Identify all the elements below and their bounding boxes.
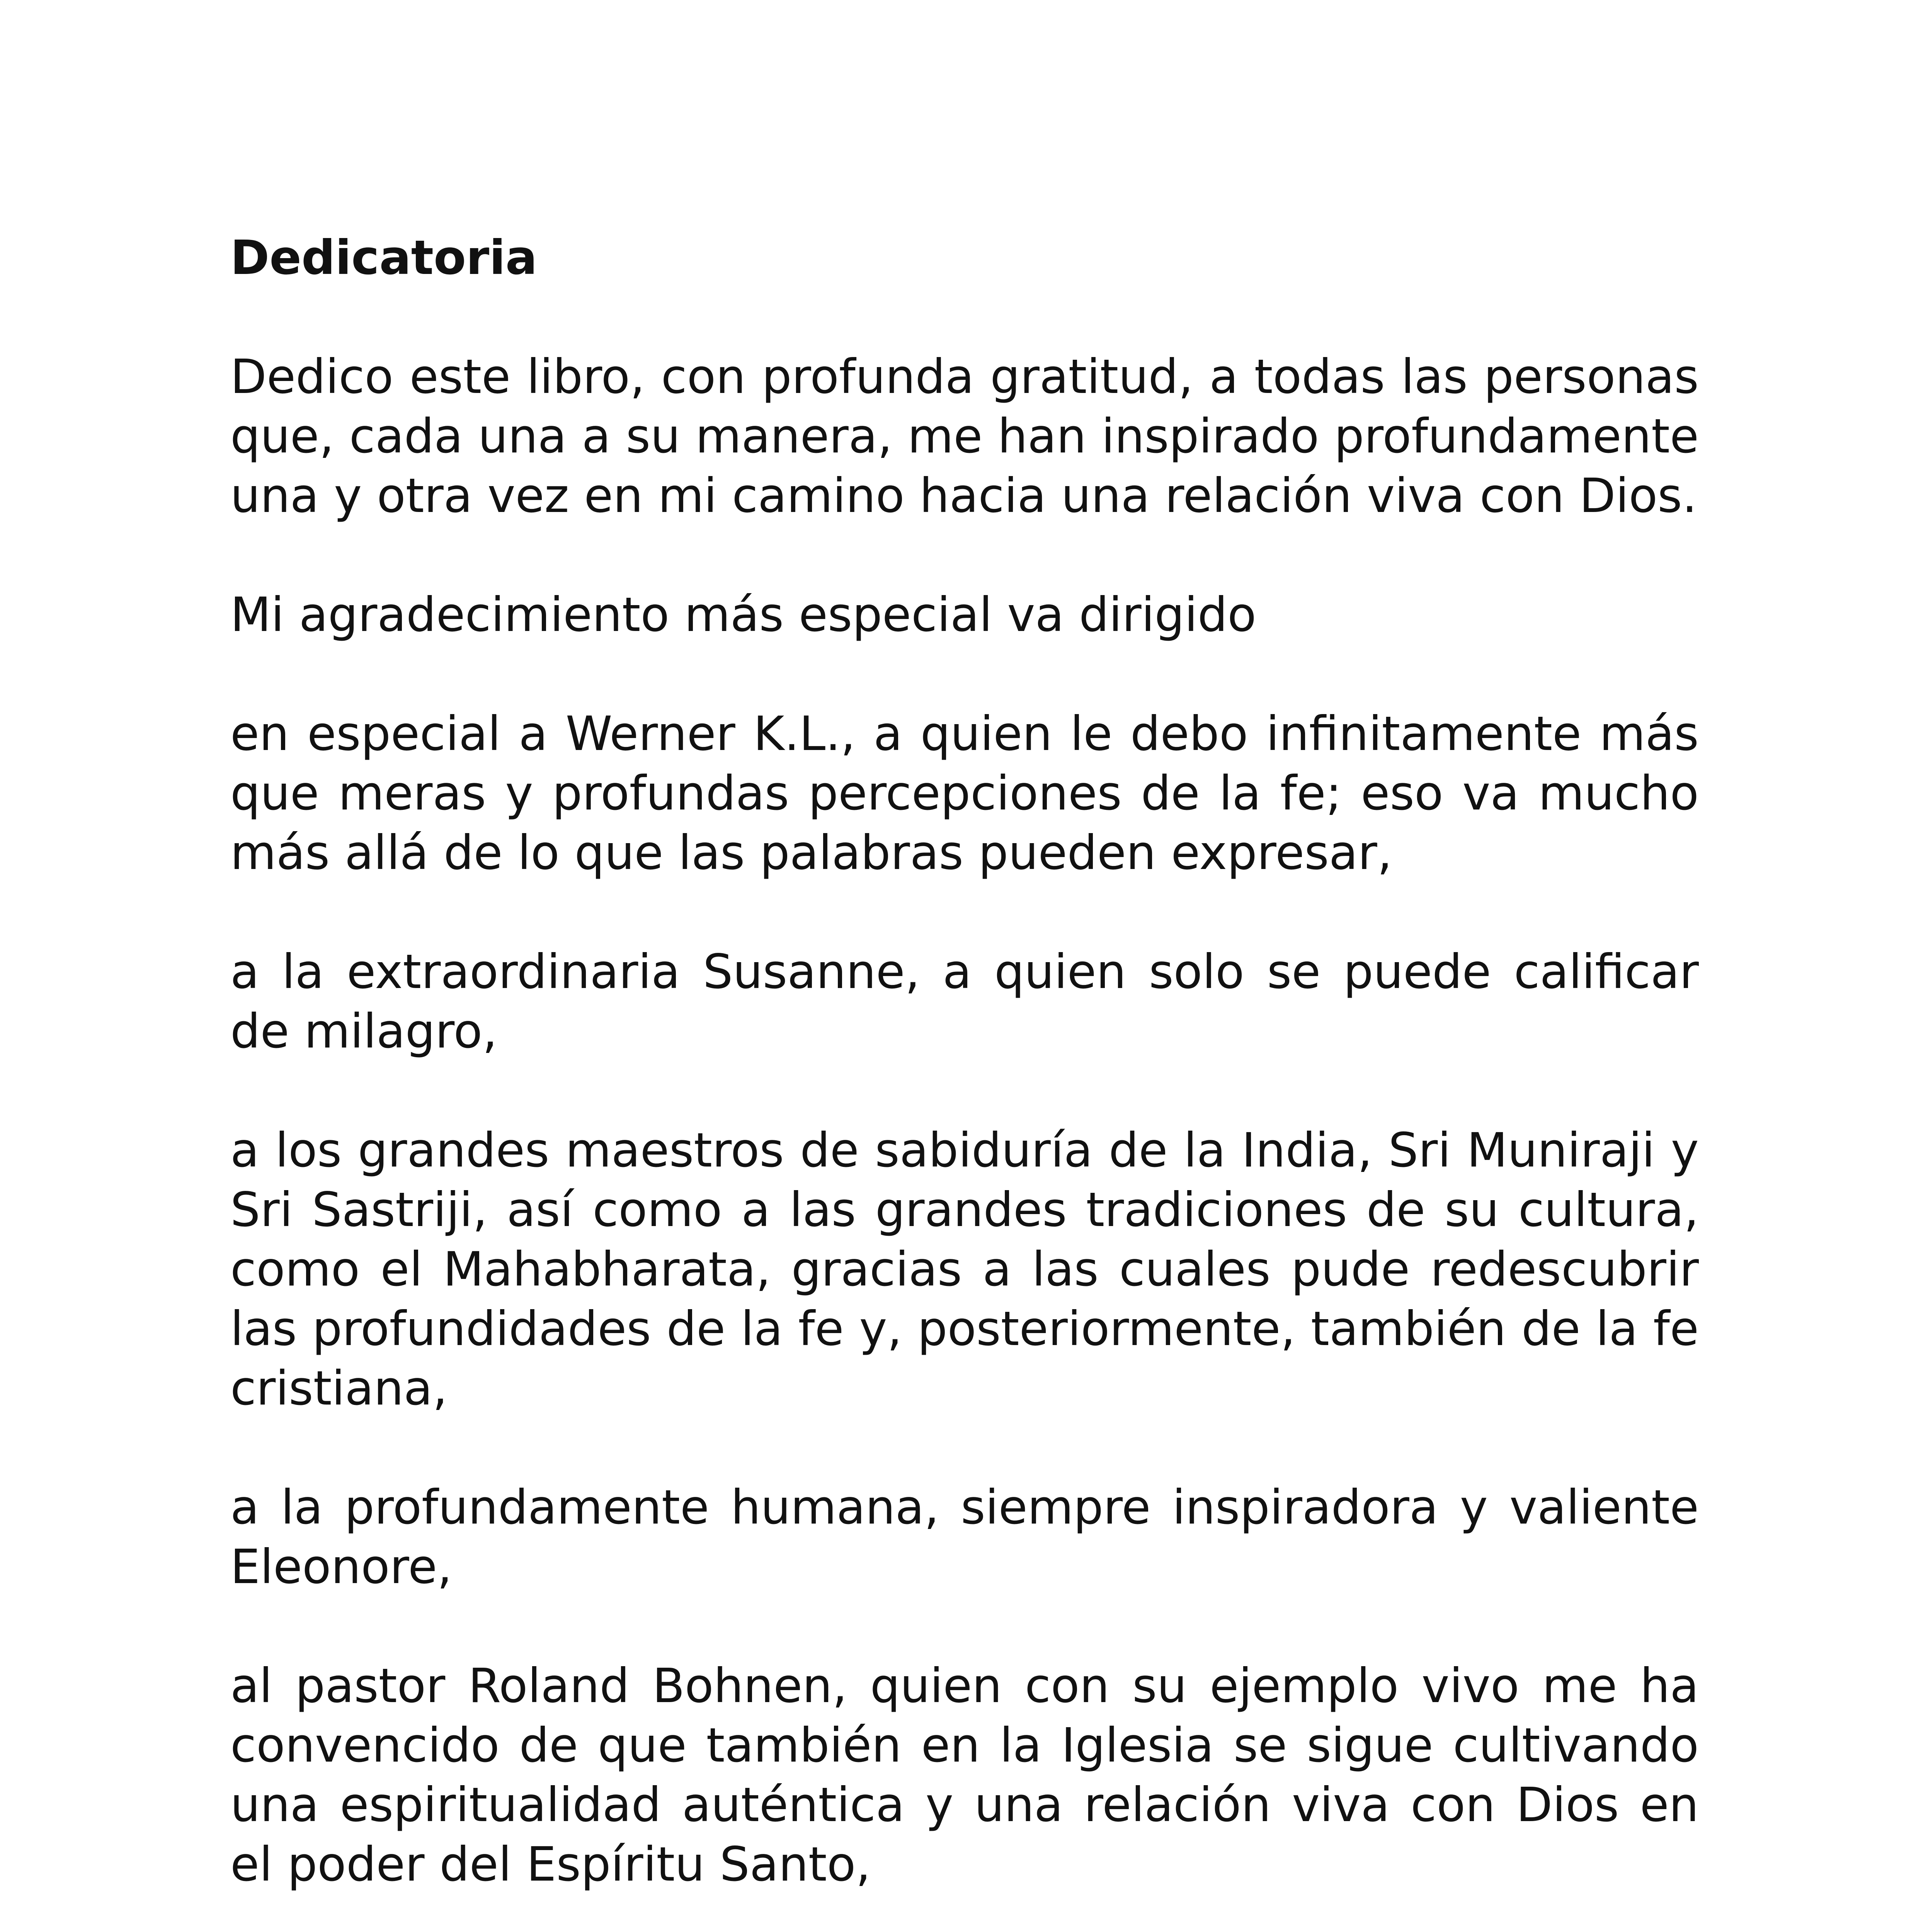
paragraph-4: a la extraordinaria Susanne, a quien solo se puede calificar de milagro, [230, 944, 1699, 1059]
paragraph-3: en especial a Werner K.L., a quien le debo infinitamente más que meras y profundas percepciones de la fe; eso va mucho más allá de lo que las palabras pueden expresar, [230, 706, 1699, 880]
page-content [230, 228, 1699, 1932]
paragraph-7: al pastor Roland Bohnen, quien con su ejemplo vivo me ha convencido de que también en la Iglesia se sigue cultivando una espiritualidad auténtica y una relación viva con Dios en el poder del Espíritu Santo, [230, 1658, 1699, 1892]
paragraph-1: Dedico este libro, con profunda gratitud, a todas las personas que, cada una a su manera, me han inspirado profundamente una y otra vez en mi camino hacia una relación viva con Dios. [230, 349, 1699, 523]
paragraph-2: Mi agradecimiento más especial va dirigido [230, 587, 1256, 642]
dedication-heading: Dedicatoria [230, 230, 538, 285]
paragraph-5: a los grandes maestros de sabiduría de la India, Sri Muniraji y Sri Sastriji, así como a las grandes tradiciones de su cultura, como el Mahabharata, gracias a las cuales pude redescubrir las profundidades de la fe y, posteriormente, también de la fe cristiana, [230, 1123, 1699, 1416]
paragraph-6: a la profundamente humana, siempre inspiradora y valiente Eleonore, [230, 1480, 1699, 1594]
